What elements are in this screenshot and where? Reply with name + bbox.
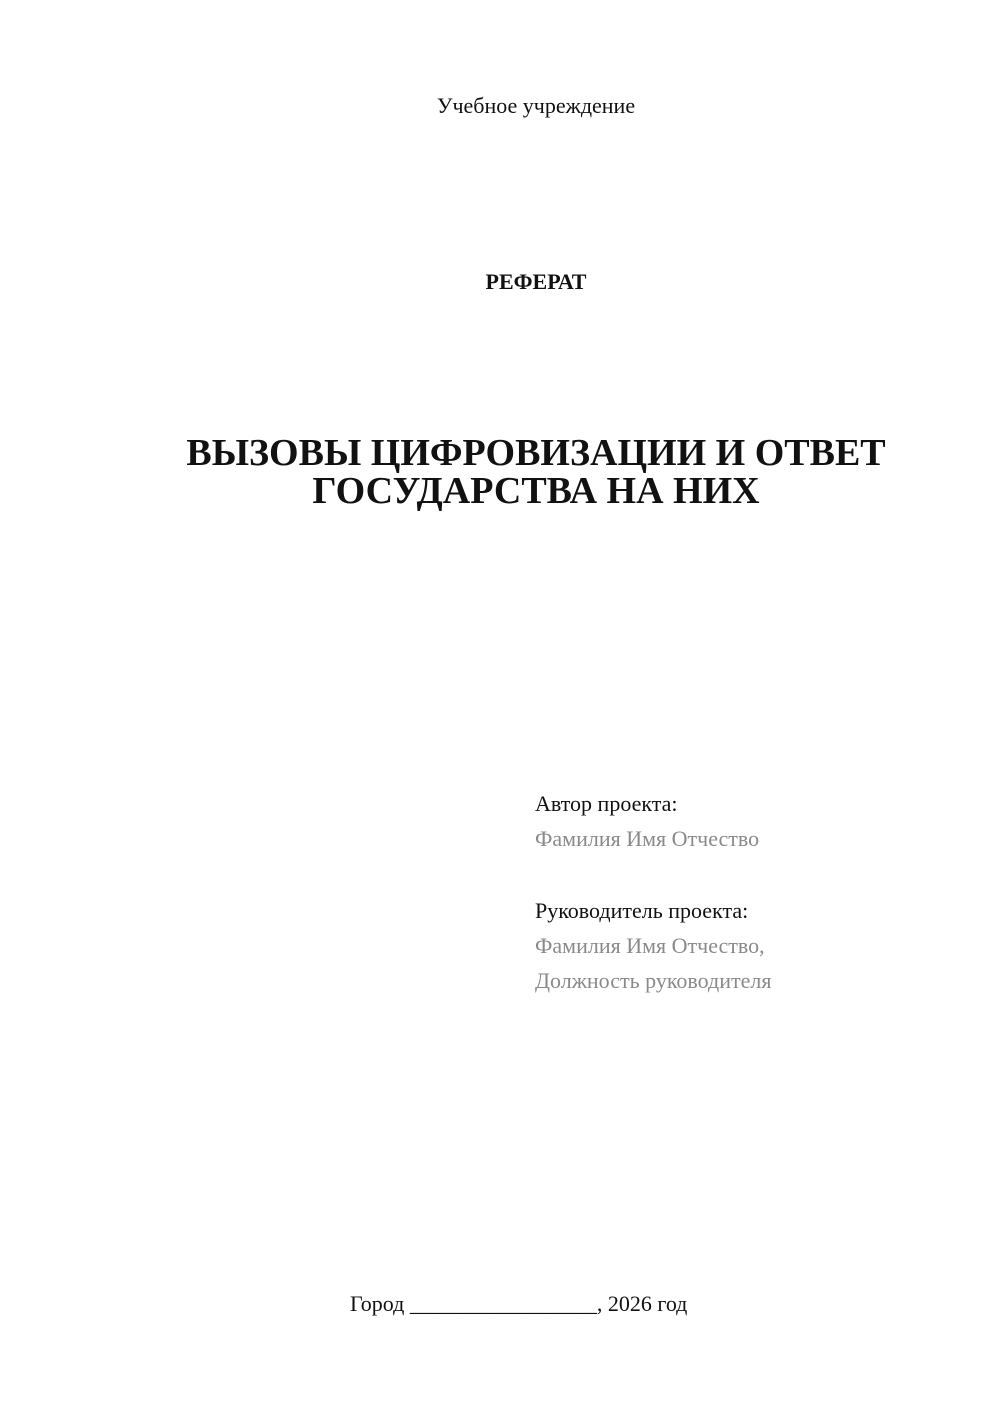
supervisor-position-placeholder: Должность руководителя xyxy=(535,968,772,993)
author-name-placeholder: Фамилия Имя Отчество xyxy=(535,826,760,851)
institution-name: Учебное учреждение xyxy=(436,93,636,118)
document-title-line-2: ГОСУДАРСТВА НА НИХ xyxy=(312,470,760,512)
author-label: Автор проекта: xyxy=(535,791,678,816)
supervisor-label: Руководитель проекта: xyxy=(535,898,749,923)
author-block xyxy=(535,786,955,998)
document-type: РЕФЕРАТ xyxy=(485,269,587,294)
author-spacer xyxy=(535,856,955,893)
supervisor-name-placeholder: Фамилия Имя Отчество, xyxy=(535,933,765,958)
document-title xyxy=(0,434,1000,510)
city-year-line: Город _________________, 2026 год xyxy=(350,1291,688,1316)
document-title-line-1: ВЫЗОВЫ ЦИФРОВИЗАЦИИ И ОТВЕТ xyxy=(186,432,886,474)
